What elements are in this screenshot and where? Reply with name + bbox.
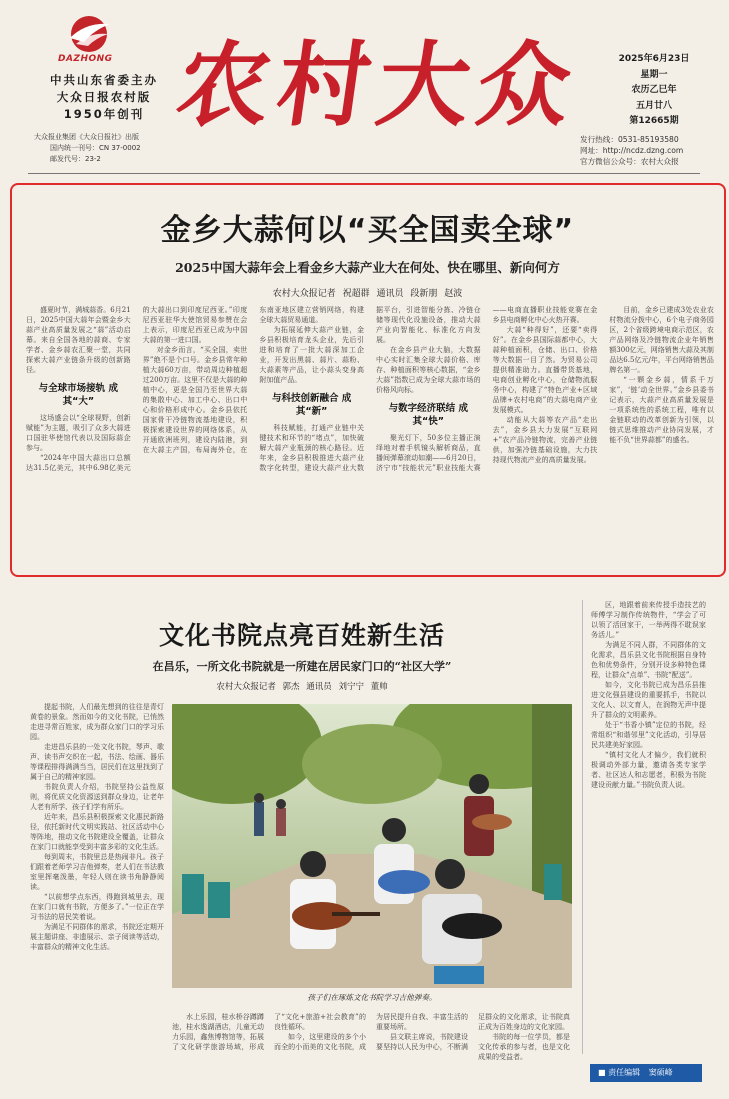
garlic-article: [10, 183, 726, 577]
paragraph: 如今，这里建设的多个小而全的小而美的文化书院，成为居民提升自我、丰富生活的重要场所。: [274, 1013, 468, 1051]
party-line-2: 大众日报农村版: [56, 90, 152, 104]
paragraph: 每到周末，书院里总是热闹非凡。孩子们跟着老师学习吉他弹奏，老人们在书法教室里挥毫泼墨，年轻人则在读书角静静阅读。: [30, 853, 164, 891]
paragraph: 近年来，昌乐县积极探索文化惠民新路径，依托新时代文明实践站、社区活动中心等阵地，推动文化书院建设全覆盖，让群众在家门口就能享受到丰富多彩的文化生活。: [30, 813, 164, 851]
lunar-year: 农历乙巳年: [631, 85, 677, 95]
article1-body: [26, 305, 714, 567]
paragraph: “镇村文化人才偏少，我们就积极调动外部力量，邀请各类专家学者、社区达人和志愿者，积极为书院建设贡献力量。”书院负责人说。: [591, 751, 706, 789]
paragraph: “一颗金乡蒜，情系千万家”，‘链’动全世界。”金乡县委书记表示，大蒜产业高质量发展是一项系统性的系统工程，唯有以金链联动的改革创新为引领，以链式思维推动产业协同发展，才能不负“世界蒜都”的盛名。: [609, 376, 714, 444]
party-line-3: 1950年创刊: [63, 107, 145, 121]
guitar-lesson-photo: [172, 704, 572, 988]
paragraph: 为拓展延伸大蒜产业链，金乡县积极培育龙头企业，先后引进和培育了一批大蒜深加工企业，开发出黑蒜、蒜片、蒜粉、大蒜素等产品，让小蒜头变身高附加值产品。: [259, 326, 364, 384]
title-char-4: 众: [470, 31, 578, 139]
responsible-editor-box: [590, 1064, 702, 1082]
party-line-1: 中共山东省委主办: [50, 73, 158, 87]
masthead: [0, 0, 729, 178]
square-icon: ■: [598, 1068, 606, 1077]
title-char-1: 农: [170, 31, 278, 139]
paragraph: 这场盛会以“全球视野，创新赋能”为主题，吸引了众多大蒜进口国驻华使馆代表以及国际蒜企参与。: [26, 414, 131, 452]
article1-headline: 金乡大蒜何以“买全国卖全球”: [160, 213, 575, 248]
paragraph: 动能从大蒜等农产品“走出去”，金乡县大力发展“互联网+”农产品冷链物流，完善产业链供，加强冷链基础设施，大力扶持现代物流产业的高质量发展。: [492, 416, 598, 464]
paragraph: 盛夏时节，满城蒜香。6月21日，2025中国大蒜年会暨金乡大蒜产业高质量发展之“蒜”活动启幕。来自全国各地的蒜商、专家学者、金乡蒜农汇聚一堂，共同探索大蒜产业链条升级的创新路径。: [26, 306, 131, 374]
photo-caption: 孩子们在琢炼文化书院学习吉他弹奏。: [307, 993, 437, 1002]
website-label: 网址：: [580, 146, 603, 155]
postal-code: 邮发代号：23-2: [50, 155, 101, 163]
section-heading-fast: 与数字经济联结 成其“快”: [388, 403, 468, 427]
paragraph: 大蒜“种得好”，还要“卖得好”。在金乡县国际蒜都中心，大蒜种植面积，仓储、出口、价格等大数据一目了然。为贸易公司提供精准助力。直播带货基地，电商创业孵化中心，仓储物流服务中心，构建了“特色产业+区域品牌+农村电商”的大蒜电商产业发展模式。: [492, 326, 598, 414]
title-char-3: 大: [370, 31, 478, 139]
paragraph: 对金乡而言，“买全国，卖世界”绝不是个口号。金乡县常年种植大蒜60万亩，带动周边种植超过200万亩。这里不仅是大蒜的种植中心，更是全国乃至世界大蒜的集散中心、加工中心、出口中心和价格形成中心。金乡县依托国家骨干冷链物流基地建设，积极探索建设世界的网络体系，从开通欧洲班列，建设内陆港，到在大蒜主产国，布局海外仓，在东南亚地区建立营销网络，构建全球大蒜贸易通道。: [142, 306, 364, 454]
article2-left-column: [30, 702, 164, 1088]
editor-label: 责任编辑: [608, 1068, 641, 1077]
paragraph: 区，地跟着前来传授手造技艺的师傅学习制作传统物件，“学会了可以领了活回家干，一举两得不耽误家务活儿。”: [591, 601, 706, 639]
culture-academy-article: [22, 594, 706, 1094]
website-line: [580, 145, 683, 156]
section-heading-big: 与全球市场接轨 成其“大”: [38, 383, 118, 407]
paragraph: “以前想学点东西，得跑到城里去，现在家门口就有书院，方便多了。”一位正在学习书法的居民笑着说。: [30, 893, 164, 921]
article1-byline: 农村大众报记者 祝超群 通讯员 段新朋 赵波: [272, 289, 463, 299]
newspaper-title: [170, 20, 578, 150]
paragraph: “2024年中国大蒜出口总额达31.5亿美元，其中6.98亿美元的大蒜出口到印度尼西亚。”印度尼西亚驻华大使馆贸易参赞在会上表示，印度尼西亚已成为中国大蒜的第一进口国。: [26, 306, 248, 472]
article2-subhead: 在昌乐，一所文化书院就是一所建在居民家门口的“社区大学”: [152, 660, 452, 673]
wechat-line: 官方微信公众号：农村大众报: [580, 157, 679, 166]
paragraph: 走进昌乐县的一处文化书院，琴声、歌声、读书声交织在一起，书法、绘画、器乐等课程排得满满当当，居民们在这里找到了属于自己的精神家园。: [30, 743, 164, 781]
article1-subhead: 2025中国大蒜年会上看金乡大蒜产业大在何处、快在哪里、新向何方: [175, 260, 560, 275]
cn-number: 国内统一刊号：CN 37-0002: [50, 144, 141, 152]
section-heading-new: 与科技创新融合 成其“新”: [271, 393, 352, 417]
paragraph: 为满足不同群体的需求，书院还定期开展主题讲座、非遗展示、亲子阅读等活动，丰富群众的精神文化生活。: [30, 923, 164, 951]
paragraph: 处于“书香小镇”定位的书院，经常组织“和谐邻里”文化活动，引导居民共建美好家园。: [591, 721, 706, 749]
paragraph: 为满足不同人群，不同群体的文化需求，昌乐县文化书院根据自身特色和优势条件，分别开设多种特色课程，让群众“点单”、书院“配送”。: [591, 641, 706, 679]
paragraph: 在金乡县产业大脑，大数据中心实时汇集全球大蒜价格、库存、种植面积等核心数据，“金乡大蒜”指数已成为全球大蒜市场的价格风向标。: [375, 346, 481, 394]
website-url[interactable]: http://ncdz.dzng.com: [602, 146, 684, 155]
article2-bottom-columns: [172, 1012, 570, 1088]
paragraph: 书院的每一位学员，都是文化传承的参与者，也是文化成果的受益者。: [478, 1033, 570, 1061]
paragraph: 县文联主席说，书院建设要坚持以人民为中心，不断满足群众的文化需求，让书院真正成为百姓身边的文化家园。: [376, 1013, 570, 1051]
article2-byline: 农村大众报记者 郭杰 通讯员 刘宁宁 董帅: [216, 682, 388, 692]
article2-right-column: [582, 600, 706, 1054]
weekday: 星期一: [640, 69, 668, 80]
paragraph: 书院负责人介绍，书院坚持公益性原则，将优质文化资源送到群众身边，让老年人老有所学、孩子们学有所乐。: [30, 783, 164, 811]
paragraph: 提起书院，人们最先想到的往往是青灯黄卷的景象。然而如今的文化书院，已悄然走进寻常百姓家，成为群众家门口的学习乐园。: [30, 703, 164, 741]
paragraph: 聚光灯下，50多位主播正演绎地对着手机镜头解析商品，直播间弹幕滚动如潮——6月20日，济宁市“技能状元”职业技能大赛——电商直播职业技能竞赛在金乡县电商孵化中心火热开赛。: [375, 306, 598, 472]
issue-number: 第12665期: [629, 116, 679, 126]
logo-text: DAZHONG: [58, 54, 113, 64]
paragraph: 目前，金乡已建成3处农业农村物流分拨中心，6个电子商务园区，2个省级跨境电商示范区，农产品网络及冷链物流企业年销售额300亿元，网络销售大蒜及其制品达6.5亿元/年，平台网络销售品牌名第一。: [609, 306, 714, 374]
paragraph: 水上乐园，桂水桥谷蹲蹲池，桂水逸湖酒店，儿童无动力乐园，鑫焦博物馆等，拓展了文化研学旅游场域，形成了“文化+旅游+社会教育”的良性循环。: [172, 1013, 366, 1051]
editor-name: 窦硕峰: [648, 1068, 673, 1077]
lunar-day: 五月廿八: [635, 100, 672, 111]
publisher: 大众报业集团《大众日报社》出版: [34, 133, 139, 141]
paragraph: 科技赋能，打通产业链中关键技术和环节的“堵点”，加快破解大蒜产业瓶颈的核心路径。近年来，金乡县积极推进大蒜产业数字化转型，建设大蒜产业大数据平台，引进智能分拣、冷链仓储等现代化设施设备，推动大蒜产业向智能化、标准化方向发展。: [259, 306, 481, 472]
date-box: [604, 52, 704, 130]
dazhong-logo-icon: [60, 14, 118, 54]
phone-line: 发行热线：0531-85193580: [580, 135, 679, 144]
masthead-rule: [28, 173, 700, 174]
date: 2025年6月23日: [618, 54, 690, 64]
paragraph: 如今，文化书院已成为昌乐县推进文化强县建设的重要抓手，书院以文化人、以文育人，在润物无声中提升了群众的文明素养。: [591, 681, 706, 719]
title-char-2: 村: [270, 31, 378, 139]
article2-headline: 文化书院点亮百姓新生活: [158, 621, 445, 650]
